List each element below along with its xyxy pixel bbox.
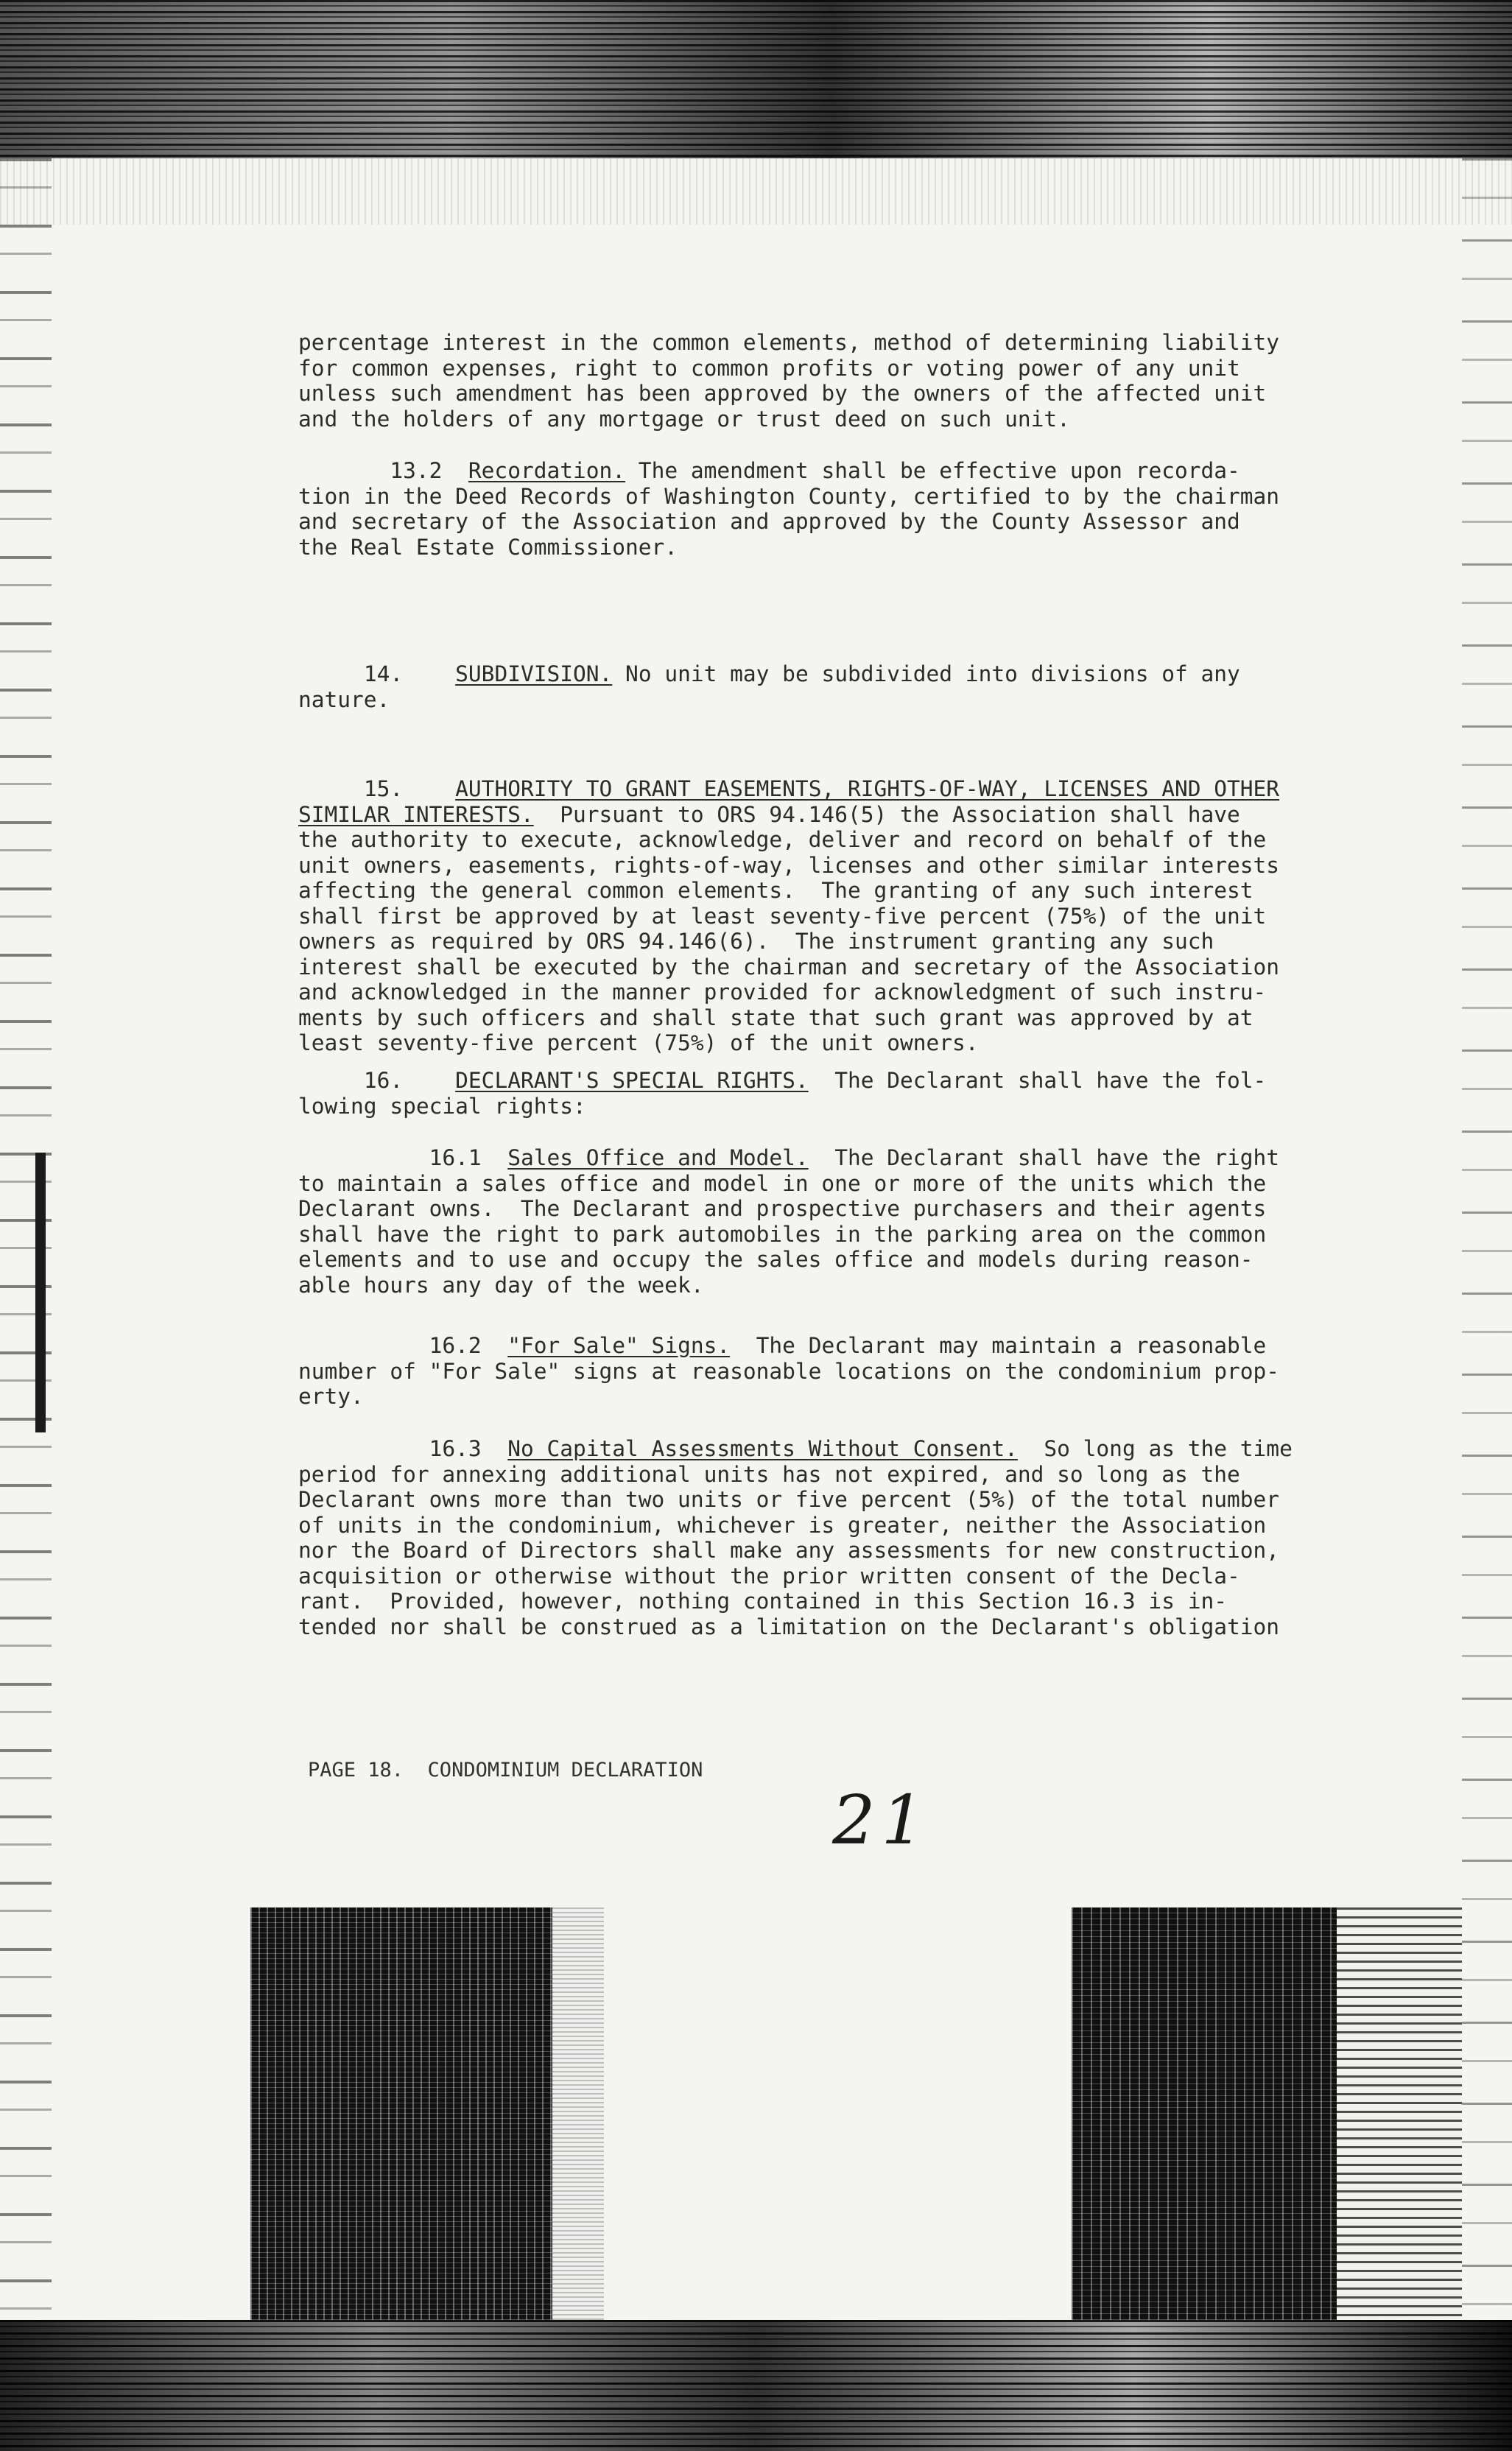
section-16-2-for-sale-signs [298, 1333, 1344, 1410]
line: affecting the general common elements. The granting of any such interest [298, 878, 1253, 903]
section-16-declarants-special-rights [298, 1068, 1344, 1119]
line: and the holders of any mortgage or trust deed on such unit. [298, 406, 1070, 432]
line: acquisition or otherwise without the prior written consent of the Decla- [298, 1563, 1240, 1589]
section-number: 16.1 [429, 1145, 482, 1170]
scan-noise-block-left [250, 1907, 552, 2320]
line: for common expenses, right to common profits or voting power of any unit [298, 355, 1240, 381]
line: least seventy-five percent (75%) of the unit owners. [298, 1030, 979, 1055]
line: lowing special rights: [298, 1093, 586, 1119]
section-heading: No Capital Assessments Without Consent. [507, 1436, 1018, 1461]
line: ments by such officers and shall state that such grant was approved by at [298, 1005, 1253, 1030]
section-14-subdivision [298, 661, 1344, 712]
line: and secretary of the Association and approved by the County Assessor and [298, 509, 1240, 534]
line: tion in the Deed Records of Washington County, certified to by the chairman [298, 483, 1280, 509]
line: number of "For Sale" signs at reasonable locations on the condominium prop- [298, 1358, 1280, 1384]
line: able hours any day of the week. [298, 1272, 704, 1298]
line: Pursuant to ORS 94.146(5) the Association shall have [533, 801, 1240, 827]
scan-noise-top [0, 0, 1512, 158]
section-heading: "For Sale" Signs. [507, 1333, 731, 1358]
line: erty. [298, 1384, 364, 1409]
line: No unit may be subdivided into divisions of any [612, 661, 1240, 686]
section-heading: Recordation. [468, 458, 626, 483]
handwritten-page-number: 21 [832, 1781, 931, 1860]
line: elements and to use and occupy the sales office and models during reason- [298, 1247, 1253, 1272]
section-number: 16.2 [429, 1333, 482, 1358]
section-number: 15. [363, 776, 404, 801]
line: owners as required by ORS 94.146(6). The instrument granting any such [298, 929, 1214, 954]
line: of units in the condominium, whichever is greater, neither the Association [298, 1512, 1267, 1538]
line: unit owners, easements, rights-of-way, licenses and other similar interests [298, 852, 1280, 878]
line: shall have the right to park automobiles in the parking area on the common [298, 1221, 1267, 1247]
section-number: 16. [363, 1068, 404, 1093]
section-16-3-no-capital-assessments [298, 1436, 1344, 1639]
section-heading: AUTHORITY TO GRANT EASEMENTS, RIGHTS-OF-WAY, LICENSES AND OTHER [455, 776, 1280, 801]
section-heading-continued: SIMILAR INTERESTS. [298, 801, 534, 827]
section-heading: SUBDIVISION. [455, 661, 613, 686]
line: tended nor shall be construed as a limitation on the Declarant's obligation [298, 1614, 1280, 1639]
section-number: 13.2 [390, 458, 443, 483]
scan-noise-bottom [0, 2320, 1512, 2451]
section-13-2-recordation [298, 458, 1344, 560]
line: shall first be approved by at least seventy-five percent (75%) of the unit [298, 903, 1267, 929]
line: rant. Provided, however, nothing contained in this Section 16.3 is in- [298, 1589, 1227, 1614]
section-number: 16.3 [429, 1436, 482, 1461]
line: the authority to execute, acknowledge, deliver and record on behalf of the [298, 827, 1267, 852]
section-number: 14. [363, 661, 404, 686]
line: So long as the time [1017, 1436, 1293, 1461]
section-15-authority-to-grant-easements [298, 725, 1344, 1056]
line: The Declarant may maintain a reasonable [730, 1333, 1267, 1358]
line: nature. [298, 686, 390, 712]
scan-noise-top-fade [0, 158, 1512, 225]
line: Declarant owns more than two units or five percent (5%) of the total number [298, 1487, 1280, 1512]
section-heading: DECLARANT'S SPECIAL RIGHTS. [455, 1068, 809, 1093]
scan-binding-mark [35, 1153, 46, 1432]
line: The amendment shall be effective upon recorda- [625, 458, 1240, 483]
line: percentage interest in the common elements, method of determining liability [298, 330, 1280, 355]
paragraph-continuation [298, 330, 1344, 432]
line: and acknowledged in the manner provided for acknowledgment of such instru- [298, 980, 1267, 1005]
section-16-1-sales-office-and-model [298, 1145, 1344, 1298]
scan-noise-block-right-edge [1337, 1907, 1462, 2320]
scan-noise-block-right [1072, 1907, 1337, 2320]
page-footer: PAGE 18. CONDOMINIUM DECLARATION [308, 1759, 703, 1782]
line: unless such amendment has been approved by the owners of the affected unit [298, 381, 1267, 406]
line: The Declarant shall have the fol- [808, 1068, 1267, 1093]
section-heading: Sales Office and Model. [507, 1145, 809, 1170]
scan-noise-block-left-edge [552, 1907, 604, 2320]
line: The Declarant shall have the right [808, 1145, 1280, 1170]
line: Declarant owns. The Declarant and prospective purchasers and their agents [298, 1196, 1267, 1221]
line: to maintain a sales office and model in one or more of the units which the [298, 1170, 1267, 1196]
line: the Real Estate Commissioner. [298, 534, 678, 560]
scan-noise-right-edge [1462, 158, 1512, 2320]
line: period for annexing additional units has not expired, and so long as the [298, 1461, 1240, 1487]
line: nor the Board of Directors shall make any assessments for new construction, [298, 1538, 1280, 1563]
line: interest shall be executed by the chairman and secretary of the Association [298, 954, 1280, 980]
